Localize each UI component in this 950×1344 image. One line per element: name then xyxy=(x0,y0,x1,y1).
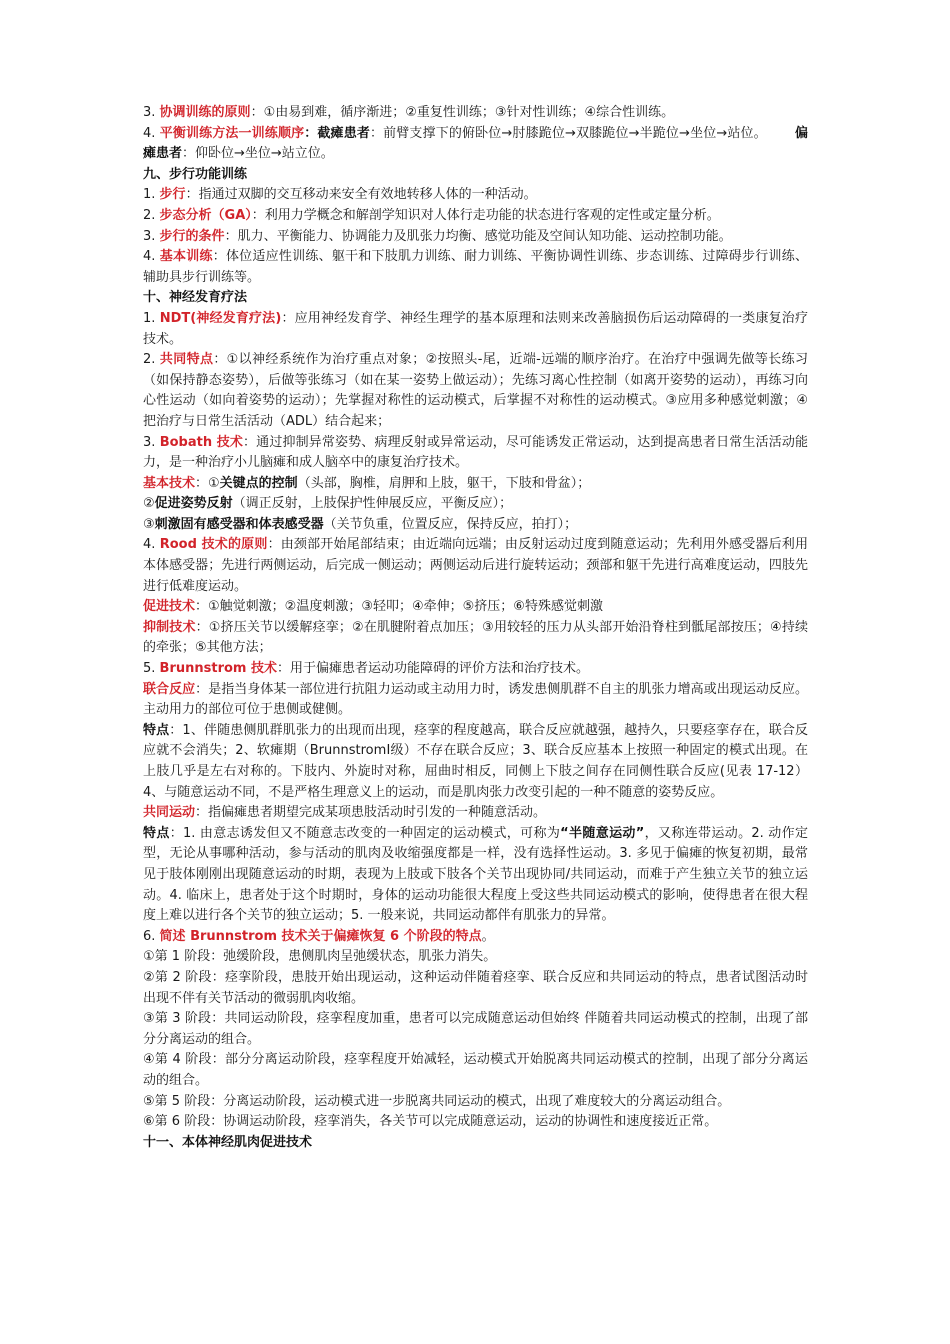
paragraph xyxy=(143,535,808,597)
text-run: ：指通过双脚的交互移动来安全有效地转移人体的一种活动。 xyxy=(185,187,537,203)
text-run: ：前臂支撑下的俯卧位→肘膝跪位→双膝跪位→半跪位→坐位→站位。 xyxy=(369,125,767,141)
text-run: ：体位适应性训练、躯干和下肢肌力训练、耐力训练、平衡协调性训练、步态训练、过障碍步行训练、辅助具步行训练等。 xyxy=(143,249,808,285)
paragraph xyxy=(143,927,808,948)
text-run: ：①由易到难，循序渐进；②重复性训练；③针对性训练；④综合性训练。 xyxy=(250,105,675,120)
text-run: 1. xyxy=(143,310,160,326)
text-run: 4. xyxy=(143,537,160,553)
text-run: ：1. 由意志诱发但又不随意志改变的一种固定的运动模式，可称为 xyxy=(169,825,561,841)
bold-term: ： xyxy=(304,125,318,141)
paragraph xyxy=(143,597,808,618)
bold-term: 偏瘫患者 xyxy=(143,125,808,162)
paragraph xyxy=(143,124,808,165)
text-run: ：通过抑制异常姿势、病理反射或异常运动，尽可能诱发正常运动，达到提高患者日常生活活动能力，是一种治疗小儿脑瘫和成人脑卒中的康复治疗技术。 xyxy=(143,434,808,471)
bold-term: 关键点的控制 xyxy=(219,475,298,491)
keyword-term: NDT(神经发育疗法) xyxy=(159,310,282,326)
text-run: ② xyxy=(143,496,155,512)
text-run: ：1、伴随患侧肌群肌张力的出现而出现，痉挛的程度越高，联合反应就越强，越持久，只要痉挛存在，联合反应就不会消失；2、软瘫期（BrunnstromⅠ级）不存在联合反应；3、联合反应基本上按照一种固定的模式出现。在上肢几乎是左右对称的。下肢内、外旋时对称，屈曲时相反，同侧上下肢之间存在同侧性联合反应(见表 17-12）4、与随意运动不同，不是严格生理意义上的运动，而是肌肉张力改变引起的一种不随意的姿势反应。 xyxy=(143,722,808,800)
text-run: 2. xyxy=(143,207,160,223)
text-run: ：指偏瘫患者期望完成某项患肢活动时引发的一种随意活动。 xyxy=(195,805,547,821)
text-run: 十一、本体神经肌肉促进技术 xyxy=(143,1134,313,1150)
text-run: ，又称连带运动。2. 动作定型，无论从事哪种活动，参与活动的肌肉及收缩强度都是一样，没有选择性运动。3. 多见于偏瘫的恢复初期，最常见于肢体刚刚出现随意运动的时期，表现为上肢或下肢各个关节出现协同/共同运动，而难于产生独立关节的独立运动。4. 临床上，患者处于这个时期时，身体的运动功能很大程度上受这些共同运动模式的影响，使得患者在很大程度上难以进行各个关节的独立运动；5. 一般来说，共同运动都伴有肌张力的异常。 xyxy=(143,825,808,924)
text-run: ：仰卧位→坐位→站立位。 xyxy=(182,146,334,162)
paragraph xyxy=(143,474,808,495)
bold-term: 促进姿势反射 xyxy=(154,496,233,512)
text-run: 。 xyxy=(481,928,495,944)
paragraph xyxy=(143,680,808,721)
keyword-term: 基本技术 xyxy=(143,475,196,491)
keyword-term: 步行的条件 xyxy=(159,228,225,244)
keyword-term: 共同运动 xyxy=(143,805,196,821)
paragraph xyxy=(143,515,808,536)
paragraph xyxy=(143,824,808,927)
keyword-term: Rood 技术的原则 xyxy=(159,537,268,553)
paragraph xyxy=(143,721,808,803)
bold-term: 截瘫患者 xyxy=(317,125,370,141)
paragraph xyxy=(143,1092,808,1113)
text-run: ⑤第 5 阶段：分离运动阶段，运动模式进一步脱离共同运动的模式，出现了难度较大的分离运动组合。 xyxy=(143,1093,731,1109)
text-run: ③ xyxy=(143,516,155,532)
bold-term: 刺激固有感受器和体表感受器 xyxy=(154,516,324,532)
text-run: ：应用神经发育学、神经生理学的基本原理和法则来改善脑损伤后运动障碍的一类康复治疗技术。 xyxy=(143,310,808,347)
text-run: 1. xyxy=(143,187,160,203)
keyword-term: 促进技术 xyxy=(143,599,196,615)
keyword-term: 共同特点 xyxy=(159,352,214,368)
paragraph xyxy=(143,247,808,288)
text-run: ③第 3 阶段：共同运动阶段，痉挛程度加重，患者可以完成随意运动但始终 伴随着共同运动模式的控制，出现了部分分离运动的组合。 xyxy=(143,1011,808,1047)
keyword-term: 基本训练 xyxy=(159,249,213,265)
text-run: 4. xyxy=(143,125,160,141)
bold-term: 特点 xyxy=(143,825,170,841)
section-heading xyxy=(143,1133,808,1154)
text-run: 5. xyxy=(143,661,160,677)
text-run: （头部，胸椎，肩胛和上肢，躯干，下肢和骨盆）； xyxy=(297,475,591,491)
paragraph xyxy=(143,1009,808,1050)
keyword-term: 简述 Brunnstrom 技术关于偏瘫恢复 6 个阶段的特点 xyxy=(159,928,482,944)
paragraph xyxy=(143,659,808,680)
paragraph xyxy=(143,309,808,350)
keyword-term: 抑制技术 xyxy=(143,619,196,635)
text-run: ：① xyxy=(195,475,220,491)
section-heading xyxy=(143,165,808,186)
paragraph xyxy=(143,803,808,824)
text-run: ：①挤压关节以缓解痉挛；②在肌腱附着点加压；③用较轻的压力从头部开始沿脊柱到骶尾部按压；④持续的牵张；⑤其他方法； xyxy=(143,619,808,656)
paragraph xyxy=(143,1050,808,1091)
keyword-term: 联合反应 xyxy=(143,681,196,697)
paragraph xyxy=(143,618,808,659)
text-run: ：①触觉刺激；②温度刺激；③轻叩；④牵伸；⑤挤压；⑥特殊感觉刺激 xyxy=(195,599,603,615)
section-heading xyxy=(143,288,808,309)
paragraph xyxy=(143,103,808,124)
keyword-term: 步态分析（GA） xyxy=(159,207,252,223)
text-run: ④第 4 阶段：部分分离运动阶段，痉挛程度开始减轻，运动模式开始脱离共同运动模式的控制，出现了部分分离运动的组合。 xyxy=(143,1052,808,1088)
text-run: 2. xyxy=(143,352,160,368)
document-body xyxy=(143,103,808,1153)
text-run: 6. xyxy=(143,928,160,944)
keyword-term: 协调训练的原则 xyxy=(159,105,251,120)
text-run: ②第 2 阶段：痉挛阶段，患肢开始出现运动，这种运动伴随着痉挛、联合反应和共同运动的特点，患者试图活动时出现不伴有关节活动的微弱肌肉收缩。 xyxy=(143,969,808,1006)
text-run: 九、步行功能训练 xyxy=(143,166,248,182)
paragraph xyxy=(143,494,808,515)
keyword-term: Bobath 技术 xyxy=(159,434,244,450)
text-run: （关节负重，位置反应，保持反应，拍打）； xyxy=(323,516,578,532)
keyword-term: Brunnstrom 技术 xyxy=(159,661,277,677)
text-run: （调正反射，上肢保护性伸展反应，平衡反应）； xyxy=(232,496,513,512)
paragraph xyxy=(143,206,808,227)
text-run: 3. xyxy=(143,434,160,450)
text-run: 十、神经发育疗法 xyxy=(143,290,248,306)
keyword-term: 步行 xyxy=(159,187,186,203)
text-run: ：肌力、平衡能力、协调能力及肌张力均衡、感觉功能及空间认知功能、运动控制功能。 xyxy=(224,228,732,244)
bold-term: 特点 xyxy=(143,722,170,738)
text-run: ：①以神经系统作为治疗重点对象；②按照头-尾，近端-远端的顺序治疗。在治疗中强调先做等长练习（如保持静态姿势），后做等张练习（如在某一姿势上做运动）；先练习离心性控制（如离开姿势的运动），再练习向心性运动（如向着姿势的运动）；先掌握对称性的运动模式，后掌握不对称性的运动模式。③应用多种感觉刺激；④把治疗与日常生活活动（ADL）结合起来； xyxy=(143,352,808,429)
text-run: ：由颈部开始尾部结束；由近端向远端；由反射运动过度到随意运动；先利用外感受器后利用本体感受器；先进行两侧运动，后完成一侧运动；两侧运动后进行旋转运动；颈部和躯干先进行高难度运动，四肢先进行低难度运动。 xyxy=(143,537,808,594)
keyword-term: 平衡训练方法一训练顺序 xyxy=(159,125,305,141)
text-run: ①第 1 阶段：弛缓阶段，患侧肌肉呈弛缓状态，肌张力消失。 xyxy=(143,949,497,965)
text-run: ：用于偏瘫患者运动功能障碍的评价方法和治疗技术。 xyxy=(277,661,590,677)
text-run: 4. xyxy=(143,249,160,265)
text-run: ：利用力学概念和解剖学知识对人体行走功能的状态进行客观的定性或定量分析。 xyxy=(251,207,720,223)
text-run: ⑥第 6 阶段：协调运动阶段，痉挛消失，各关节可以完成随意运动，运动的协调性和速度接近正常。 xyxy=(143,1114,718,1130)
text-run: ：是指当身体某一部位进行抗阻力运动或主动用力时，诱发患侧肌群不自主的肌张力增高或出现运动反应。主动用力的部位可位于患侧或健侧。 xyxy=(143,681,808,718)
paragraph xyxy=(143,1112,808,1133)
text-run: 3. xyxy=(143,228,160,244)
paragraph xyxy=(143,947,808,968)
paragraph xyxy=(143,433,808,474)
paragraph xyxy=(143,227,808,248)
paragraph xyxy=(143,185,808,206)
bold-term: “半随意运动” xyxy=(560,825,645,841)
paragraph xyxy=(143,968,808,1009)
text-run: 3. xyxy=(143,105,160,120)
paragraph xyxy=(143,350,808,432)
